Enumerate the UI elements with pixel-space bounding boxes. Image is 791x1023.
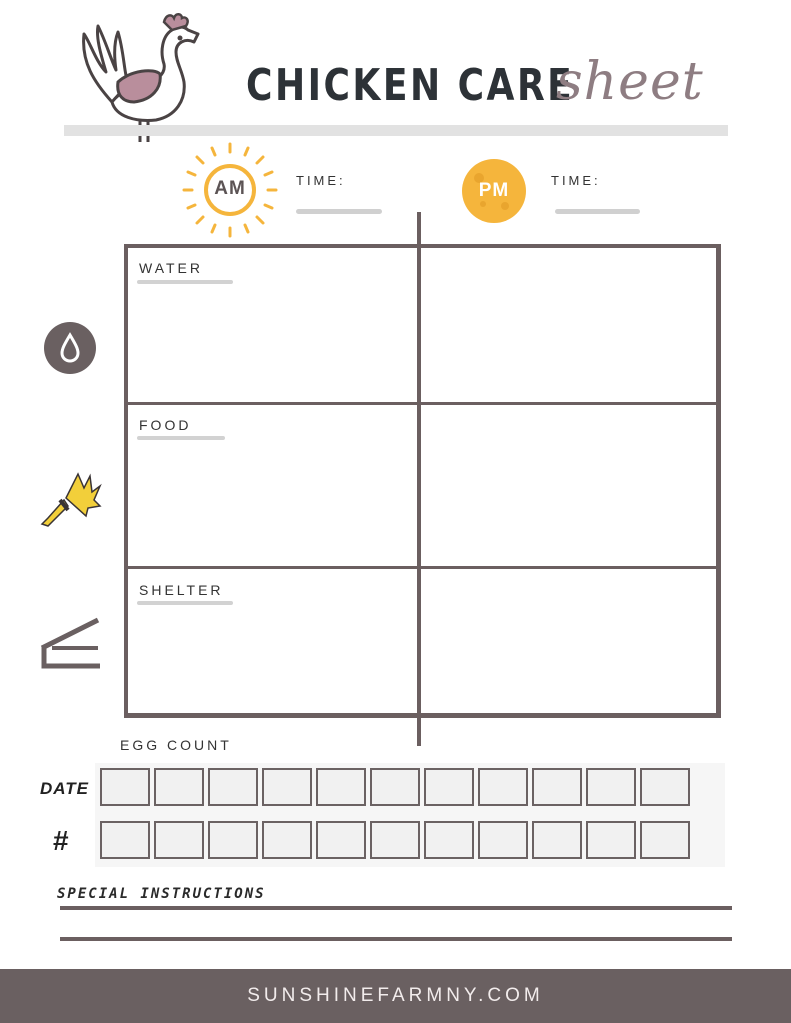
date-cell[interactable] <box>532 768 582 806</box>
label-underline <box>137 436 225 440</box>
footer-website: SUNSHINEFARMNY.COM <box>247 985 544 1006</box>
count-cell[interactable] <box>100 821 150 859</box>
section-label-water: WATER <box>139 260 203 276</box>
special-instructions-line-2[interactable] <box>60 937 732 941</box>
label-underline <box>137 280 233 284</box>
section-label-shelter: SHELTER <box>139 582 224 598</box>
count-cell[interactable] <box>154 821 204 859</box>
am-time-field[interactable] <box>296 209 382 214</box>
count-cell[interactable] <box>640 821 690 859</box>
footer <box>0 969 791 1023</box>
pm-time-field[interactable] <box>555 209 640 214</box>
shelter-pm-cell[interactable] <box>421 569 716 713</box>
food-pm-cell[interactable] <box>421 405 716 566</box>
date-cell[interactable] <box>154 768 204 806</box>
water-pm-cell[interactable] <box>421 248 716 402</box>
water-drop-icon <box>43 321 97 375</box>
pm-time-label: TIME: <box>551 173 601 188</box>
hay-bundle-icon <box>38 470 102 528</box>
label-underline <box>137 601 233 605</box>
count-cell[interactable] <box>370 821 420 859</box>
page-title: CHICKEN CARE <box>246 60 575 111</box>
date-cell[interactable] <box>586 768 636 806</box>
count-cell[interactable] <box>316 821 366 859</box>
special-instructions-label: SPECIAL INSTRUCTIONS <box>57 886 266 902</box>
count-row <box>100 821 690 859</box>
date-cell[interactable] <box>100 768 150 806</box>
date-row <box>100 768 690 806</box>
date-cell[interactable] <box>478 768 528 806</box>
count-cell[interactable] <box>532 821 582 859</box>
page-title-script: sheet <box>556 52 704 112</box>
count-cell[interactable] <box>262 821 312 859</box>
date-cell[interactable] <box>370 768 420 806</box>
shelter-roof-icon <box>40 614 102 672</box>
date-cell[interactable] <box>424 768 474 806</box>
date-cell[interactable] <box>262 768 312 806</box>
count-cell[interactable] <box>424 821 474 859</box>
count-cell[interactable] <box>208 821 258 859</box>
grid-right-border <box>716 244 721 718</box>
title-underline <box>64 125 728 136</box>
count-cell[interactable] <box>478 821 528 859</box>
pm-badge: PM <box>478 180 510 201</box>
am-badge: AM <box>214 178 246 199</box>
date-cell[interactable] <box>208 768 258 806</box>
section-label-food: FOOD <box>139 417 192 433</box>
am-time-label: TIME: <box>296 173 346 188</box>
count-row-label: # <box>53 825 69 856</box>
date-cell[interactable] <box>640 768 690 806</box>
egg-count-title: EGG COUNT <box>120 737 232 753</box>
date-cell[interactable] <box>316 768 366 806</box>
count-cell[interactable] <box>586 821 636 859</box>
special-instructions-line-1[interactable] <box>60 906 732 910</box>
date-row-label: DATE <box>40 779 90 798</box>
grid-bottom-border <box>124 713 721 718</box>
